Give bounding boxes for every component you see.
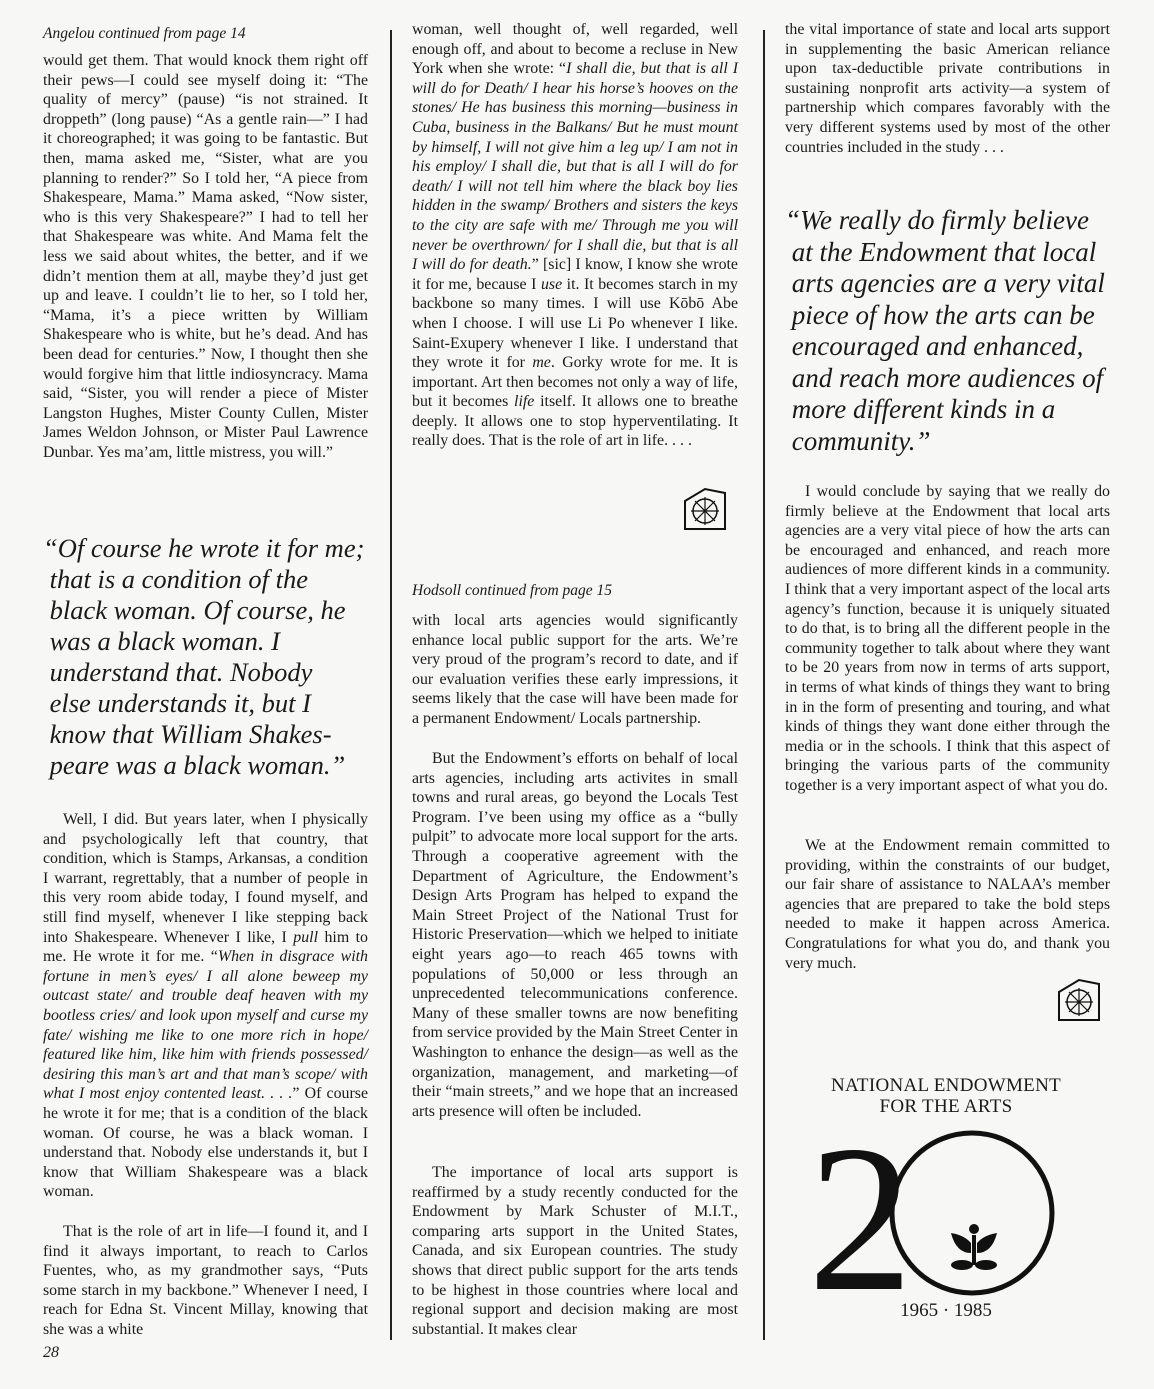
- numeral-2: 2: [808, 1123, 913, 1298]
- pull-quote: [43, 533, 368, 781]
- body-text: ” [sic] I know, I know she wrote it for me, because I: [412, 256, 738, 293]
- logo-title-line1: NATIONAL ENDOWMENT: [830, 1075, 1061, 1096]
- italic-quotation-text: use: [540, 275, 563, 293]
- pull-quote-line: “Of course he wrote it for me;: [43, 533, 365, 563]
- section-end-emblem-icon: [683, 487, 727, 531]
- article-paragraph: [412, 749, 738, 1121]
- italic-quotation-text: pull: [293, 928, 318, 946]
- pull-quote-line: “We really do firmly believe: [785, 205, 1089, 235]
- pull-quote-line: piece of how the arts can be: [785, 299, 1095, 330]
- article-paragraph: [412, 20, 738, 451]
- body-text: Well, I did. But years later, when I physically and psychologically left that country, that condition, which is Stamps, Arkansas, a condition I warrant, regrettably, that a number of people in this very room abide today, I found myself, and still find myself, whenever I like stepping back into Shakespeare. Whenever I like, I: [43, 811, 368, 946]
- continuation-header: Angelou continued from page 14: [43, 25, 246, 42]
- body-text: That is the role of art in life—I found it, and I find it always important, to reach to Carlos Fuentes, who, as my grandmother says, “Puts some starch in my backbone.” Whenever I need, I reach for Edna St. Vincent Millay, knowing that she was a white: [43, 1223, 368, 1338]
- pull-quote-line: arts agencies are a very vital: [785, 268, 1105, 298]
- leaf-sprout-icon: [951, 1224, 997, 1270]
- article-paragraph: [785, 482, 1110, 796]
- italic-quotation-text: me: [532, 354, 551, 372]
- pull-quote-line: encouraged and enhanced,: [785, 331, 1084, 361]
- body-text: woman, well thought of, well regarded, well enough off, and about to become a recluse in New York when she wrote: “: [412, 21, 738, 78]
- page-number: 28: [43, 1344, 59, 1361]
- body-text: The importance of local arts support is reaffirmed by a study recently conducted for the Endowment by Mark Schuster of M.I.T., comparing arts support in the United States, Canada, and six European countries. The study shows that direct public support for the arts tends to be highest in those countries where local and regional support and decision making are most substantial. It makes clear: [412, 1164, 738, 1338]
- pull-quote-line: was a black woman. I: [43, 626, 281, 656]
- body-text: with local arts agencies would significantly enhance local public support for the arts. We’re very proud of the program’s record to date, and if our evaluation verifies these early impressions, it seems likely that the case will have been made for a permanent Endowment/ Locals partnership.: [412, 612, 738, 727]
- body-text: would get them. That would knock them right off their pews—I could see myself doing it: “The quality of mercy” (pause) “is not strained. It droppeth” (long pause) “As a gentle rain—” I had it choreographed; it was going to be fantastic. But then, mama asked me, “Sister, what are you planning to render?” So I told her, “A piece from Shakespeare, Mama.” Mama asked, “Now sister, who is this very Shakespeare?” I had to tell her that Shakespeare was white. And Mama felt the less we said about whites, the better, and if we didn’t mention them at all, maybe they’d just get up and leave. I couldn’t lie to her, so I told her, “Mama, it’s a piece written by William Shakespeare who is white, but he’s dead. And has been dead for centuries.” Now, I thought then she would forgive him that little indiosyncracy. Mama said, “Sister, you will render a piece of Mister Langston Hughes, Mister County Cullen, Mister James Weldon Johnson, or Mister Paul Lawrence Dunbar. Yes ma’am, little mistress, you will.”: [43, 52, 368, 461]
- article-paragraph: [43, 1222, 368, 1340]
- body-text: But the Endowment’s efforts on behalf of local arts agencies, including arts activites in small towns and rural areas, go beyond the Locals Test Program. I’ve been using my office as a “bully pulpit” to advocate more local support for the arts. Through a cooperative agreement with the Department of Agriculture, the Endowment’s Design Arts Program has helped to expand the Main Street Project of the National Trust for Historic Preservation—which we helped to initiate eight years ago—to reach 465 towns with populations of 50,000 or less through an unprecedented telecommunications conference. Many of these smaller towns are now benefiting from service provided by the Main Street Center in Washington to enhance the design—as well as the organization, management, and marketing—of their “main streets,” and we hope that an increased arts presence will often be included.: [412, 750, 738, 1120]
- body-text: I would conclude by saying that we really do firmly believe at the Endowment that local arts agencies are a very vital piece of how the arts can be encouraged and enhanced, and reach more audiences of more different kinds in a community. I think that a very important aspect of the local arts agency’s function, because it is uniquely situated to do that, is to bring all the different people in the community together to talk about where they want to be 20 years from now in terms of arts support, in terms of what kinds of things they want to bring in in the form of presenting and touring, and what kinds of things they want done either through the media or in the schools. I think that this aspect of bringing the various parts of the community together is a very important aspect of what you do.: [785, 483, 1110, 794]
- pull-quote-line: understand that. Nobody: [43, 657, 313, 687]
- logo-title-line2: FOR THE ARTS: [879, 1096, 1013, 1117]
- body-text: him to me. He wrote it for me. “: [43, 928, 369, 966]
- body-text: . Gorky wrote for me. It is important. Art then becomes not only a way of life, but it becomes: [412, 354, 738, 411]
- body-text: itself. It allows one to breathe deeply. It allows one to stop hyperventilating. It really does. That is the role of art in life. . . .: [412, 393, 738, 450]
- pull-quote-line: black woman. Of course, he: [43, 595, 346, 625]
- column-divider: [763, 30, 765, 1340]
- pull-quote-line: community.”: [785, 425, 931, 456]
- continuation-header: Hodsoll continued from page 15: [412, 582, 613, 599]
- article-paragraph: [785, 20, 1110, 157]
- pull-quote: [785, 205, 1110, 457]
- numeral-0-circle: [892, 1133, 1052, 1293]
- article-paragraph: [785, 836, 1110, 973]
- column-divider: [390, 30, 392, 1340]
- article-paragraph: [43, 810, 368, 1202]
- body-text: the vital importance of state and local arts support in supplementing the basic American reliance upon tax-deductible private contributions in sustaining nonprofit arts activity—a system of partnership which compares favorably with the very different systems used by most of the other countries included in the study . . .: [785, 21, 1110, 156]
- nea-20th-anniversary-logo: [806, 1075, 1086, 1322]
- article-paragraph: [43, 51, 368, 462]
- anniversary-years: 1965 · 1985: [900, 1300, 992, 1321]
- italic-quotation-text: life: [514, 393, 535, 411]
- pull-quote-line: that is a condition of the: [43, 564, 308, 594]
- pull-quote-line: else understands it, but I: [43, 688, 311, 718]
- body-text: ” Of course he wrote it for me; that is a condition of the black woman. Of course, he was a black woman. I understand that. Nobody else understands it, but I know that William Shakespeare was a black woman.: [43, 1085, 368, 1201]
- italic-quotation-text: When in disgrace with fortune in men’s eyes/ I all alone beweep my outcast state/ and trouble deaf heaven with my bootless cries/ and look upon myself and curse my fate/ wishing me like to one more rich in hope/ featured like him, like him with friends possessed/ desiring this man’s art and that man’s scope/ with what I most enjoy contented least. . . .: [43, 948, 369, 1103]
- pull-quote-line: and reach more audiences of: [785, 362, 1104, 393]
- article-paragraph: [412, 1163, 738, 1339]
- section-end-emblem-icon: [1057, 978, 1101, 1022]
- body-text: it. It becomes starch in my backbone so many times. I will use Kōbō Abe when I choose. I will use Li Po whenever I like. Saint-Exupery whenever I like. I understand that they wrote it for: [412, 275, 739, 372]
- pull-quote-line: more different kinds in a: [785, 394, 1056, 424]
- italic-quotation-text: I shall die, but that is all I will do for Death/ I hear his horse’s hooves on the stones/ He has business this morning—business in Cuba, business in the Balkans/ But he must mount by himself, I will not give him a leg up/ I am not in his employ/ I shall die, but that is all I will do for death/ I will not tell him where the black boy lies hidden in the swamp/ Brothers and sisters the keys to the city are safe with me/ Through me you will never be overthrown/ for I shall die, but that is all I will do for death.: [412, 60, 738, 274]
- pull-quote-line: at the Endowment that local: [785, 236, 1097, 267]
- pull-quote-line: peare was a black woman.”: [43, 750, 346, 780]
- article-paragraph: [412, 611, 738, 729]
- body-text: We at the Endowment remain committed to providing, within the constraints of our budget, our fair share of assistance to NALAA’s member agencies that are prepared to take the bold steps needed to make it happen across America. Congratulations for what you do, and thank you very much.: [785, 837, 1110, 972]
- anniversary-20-mark-icon: [806, 1123, 1086, 1298]
- pull-quote-line: know that William Shakes-: [43, 719, 332, 749]
